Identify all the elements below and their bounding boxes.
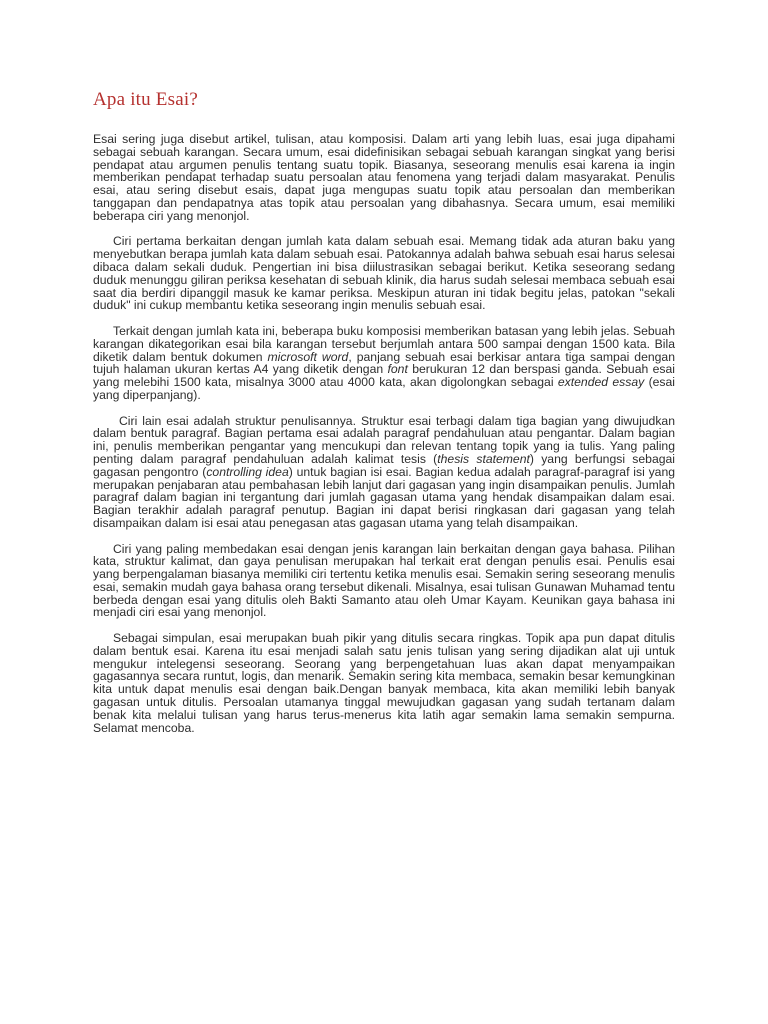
document-body xyxy=(93,133,675,734)
paragraph-text: , panjang sebuah esai berkisar antara tiga sampai dengan tujuh halaman ukuran kertas A4 yang diketik dengan xyxy=(93,349,675,377)
paragraph-text: (esai yang diperpanjang). xyxy=(93,375,676,402)
italic-term: extended essay xyxy=(557,375,645,390)
paragraph-2 xyxy=(93,235,675,312)
paragraph-3 xyxy=(93,325,675,402)
paragraph-text: Esai sering juga disebut artikel, tulisan, atau komposisi. Dalam arti yang lebih luas, esai juga dipahami sebagai sebuah karangan. Secara umum, esai didefinisikan sebagai sebuah karangan singkat yang berisi pendapat atau argumen penulis tentang suatu topik. Biasanya, seseorang menulis esai karena ia ingin memberikan pendapat terhadap suatu persoalan atau fenomena yang terjadi dalam masyarakat. Penulis esai, atau sering disebut esais, dapat juga mengupas suatu topik atau persoalan dan memberikan tanggapan dan pendapatnya atas topik atau persoalan yang dibahasnya. Secara umum, esai memiliki beberapa ciri yang menonjol. xyxy=(93,132,675,223)
paragraph-text: Ciri yang paling membedakan esai dengan jenis karangan lain berkaitan dengan gaya bahasa. Pilihan kata, struktur kalimat, dan gaya penulisan merupakan hal terkait erat dengan penulis esai. Penulis esai yang berpengalaman biasanya memiliki ciri tertentu ketika menulis esai. Semakin sering seseorang menulis esai, semakin mudah gaya bahasa orang tersebut dikenali. Misalnya, esai tulisan Gunawan Muhamad tentu berbeda dengan esai yang ditulis oleh Bakti Samanto atau oleh Umar Kayam. Keunikan gaya bahasa ini menjadi ciri esai yang menonjol. xyxy=(93,541,675,620)
paragraph-6 xyxy=(93,632,675,734)
paragraph-text: berukuran 12 dan berspasi ganda. Sebuah esai yang melebihi 1500 kata, misalnya 3000 atau 4000 kata, akan digolongkan sebagai xyxy=(93,362,675,390)
paragraph-5 xyxy=(93,543,675,620)
italic-term: microsoft word xyxy=(267,349,349,364)
italic-term: font xyxy=(387,362,408,377)
paragraph-text: Ciri lain esai adalah struktur penulisannya. Struktur esai terbagi dalam tiga bagian yang diwujudkan dalam bentuk paragraf. Bagian pertama esai adalah paragraf pendahuluan atau pengantar. Dalam bagian ini, penulis memberikan pengantar yang mencukupi dan relevan tentang topik yang ia tulis. Yang paling penting dalam paragraf pendahuluan adalah kalimat tesis ( xyxy=(93,413,675,466)
paragraph-text: ) yang berfungsi sebagai gagasan pengontro ( xyxy=(93,451,675,479)
paragraph-text: ) untuk bagian isi esai. Bagian kedua adalah paragraf-paragraf isi yang merupakan penjabaran atau pembahasan lebih lanjut dari gagasan yang ingin disampaikan penulis. Jumlah paragraf dalam bagian ini tergantung dari jumlah gagasan utama yang hendak disampaikan dalam esai. Bagian terakhir adalah paragraf penutup. Bagian ini dapat berisi ringkasan dari gagasan yang telah disampaikan dalam isi esai atau penegasan atas gagasan utama yang telah disampaikan. xyxy=(93,464,676,530)
paragraph-text: Sebagai simpulan, esai merupakan buah pikir yang ditulis secara ringkas. Topik apa pun dapat ditulis dalam bentuk esai. Karena itu esai menjadi salah satu jenis tulisan yang sering dijadikan alat uji untuk mengukur intelegensi seseorang. Seorang yang berpengetahuan luas akan dapat menyampaikan gagasannya secara runtut, logis, dan menarik. Semakin sering kita membaca, semakin besar kemungkinan kita untuk dapat menulis esai dengan baik.Dengan banyak membaca, kita akan memiliki lebih banyak gagasan untuk ditulis. Persoalan utamanya tinggal mewujudkan gagasan yang sudah tertanam dalam benak kita melalui tulisan yang harus terus-menerus kita latih agar semakin lama semakin sempurna. Selamat mencoba. xyxy=(93,631,675,735)
paragraph-text: Terkait dengan jumlah kata ini, beberapa buku komposisi memberikan batasan yang lebih jelas. Sebuah karangan dikategorikan esai bila karangan tersebut berjumlah antara 500 sampai dengan 1500 kata. Bila diketik dalam bentuk dokumen xyxy=(93,323,675,364)
paragraph-4 xyxy=(93,415,675,530)
paragraph-text: Ciri pertama berkaitan dengan jumlah kata dalam sebuah esai. Memang tidak ada aturan baku yang menyebutkan berapa jumlah kata dalam sebuah esai. Patokannya adalah bahwa sebuah esai harus selesai dibaca dalam sekali duduk. Pengertian ini bisa diilustrasikan sebagai berikut. Ketika seseorang sedang duduk menunggu giliran periksa kesehatan di sebuah klinik, dia harus sudah selesai membaca sebuah esai saat dia berdiri dipanggil masuk ke kamar periksa. Meskipun aturan ini tidak begitu jelas, patokan "sekali duduk" ini cukup membantu ketika seseorang ingin menulis sebuah esai. xyxy=(93,234,675,313)
paragraph-1 xyxy=(93,133,675,223)
italic-term: controlling idea xyxy=(206,464,289,479)
document-title: Apa itu Esai? xyxy=(93,89,198,110)
document-page xyxy=(93,88,675,747)
italic-term: thesis statement xyxy=(437,451,530,466)
